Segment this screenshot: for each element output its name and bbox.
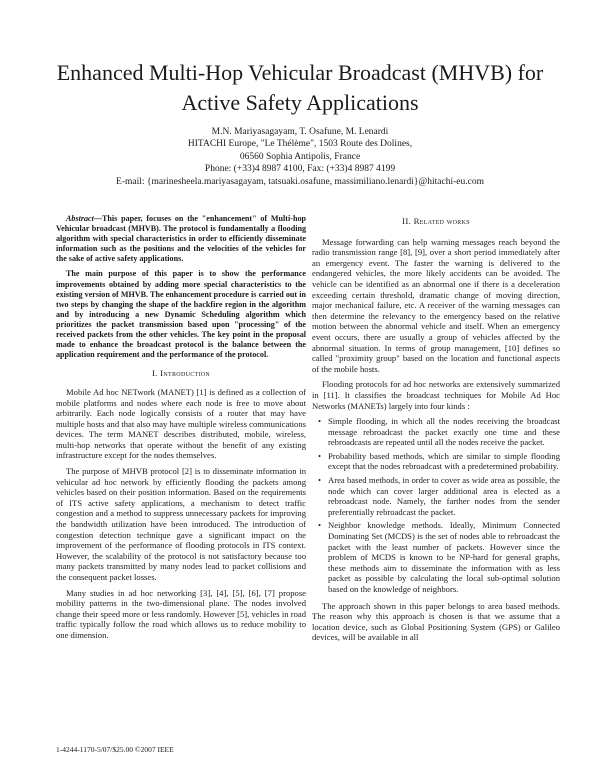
left-column: [56, 214, 306, 646]
section-heading-introduction: I. Introduction: [151, 368, 211, 379]
phone-fax: Phone: (+33)4 8987 4100, Fax: (+33)4 8987 4199: [204, 164, 396, 175]
bullet-icon: •: [318, 416, 322, 427]
bullet-icon: •: [318, 450, 322, 461]
abstract-label: Abstract: [66, 214, 94, 223]
list-item: [318, 450, 560, 472]
related-paragraph-1: Message forwarding can help warning messages reach beyond the radio transmission range [8], [9], over a short period immediately after an emergency event. The faster the warning is delivered to the endangered vehicles, the more likely accidents can be avoided. The vehicle can be identified as an abnormal one if there is a deceleration exceeding certain threshold, dramatic change of moving direction, major mechanical failure, etc. A receiver of the warning messages can then determine the relevancy to the emergency based on the relative motion between the abnormal vehicle and itself. When an emergency event occurs, there are usually a group of vehicles affected by the abnormal situation. In terms of group management, [10] defines so called "proximity group" based on the location and functional aspects of the mobile hosts.: [312, 236, 560, 374]
right-column: [312, 216, 560, 648]
abstract: [56, 214, 306, 360]
abstract-text-1: —This paper, focuses on the "enhancement" of Multi-hop Vehicular broadcast (MHVB). The protocol is fundamentally a flooding algorithm with special characteristics in order to efficiently disseminate information such as the positions and the velocities of the vehicles for the sake of active safety applications.: [56, 214, 306, 264]
abstract-paragraph-1: [56, 214, 306, 264]
list-item-text: Simple flooding, in which all the nodes receiving the broadcast message rebroadcast the packet exactly one time and these rebroadcasts are repeated until all the nodes receive the packet.: [328, 416, 560, 448]
email-line: E-mail: {marinesheela.mariyasagayam, tatsuaki.osafune, massimiliano.lenardi}@hitachi-eu.com: [116, 176, 484, 187]
author-block: [60, 126, 540, 188]
affiliation-line-1: HITACHI Europe, "Le Thélème", 1503 Route des Dolines,: [187, 139, 413, 150]
list-item-text: Probability based methods, which are similar to simple flooding except that the nodes rebroadcast with a predetermined probability.: [328, 450, 560, 472]
list-item: [318, 475, 560, 517]
abstract-paragraph-2: The main purpose of this paper is to show the performance improvements obtained by adding more special characteristics to the existing version of MHVB. The enhancement procedure is carried out in two steps by changing the shape of the backfire region in the algorithm and by introducing a new Dynamic Scheduling algorithm which prioritizes the packet transmission based upon "processing" of the received packets from the other vehicles. The key point in the proposal made to enhance the broadcast protocol is the balance between the application requirement and the performance of the protocol.: [56, 269, 306, 360]
list-item-text: Area based methods, in order to cover as wide area as possible, the node which can cover larger additional area is elected as a rebroadcast node. Namely, the farther nodes from the sender preferentially rebroadcast the packet.: [328, 475, 560, 517]
author-names: M.N. Mariyasagayam, T. Osafune, M. Lenardi: [211, 127, 389, 137]
intro-paragraph-2: The purpose of MHVB protocol [2] is to disseminate information in vehicular ad hoc network by efficiently flooding the packets among vehicles based on their position information. Based on the requirements of ITS active safety applications, a mechanism to detect traffic congestion and a method to suppress unnecessary packets for improving the bandwidth utilization have been introduced. The introduction of congestion detection technique gave a significant impact on the improvement of the performance of flooding protocols in ITS context. However, the scalability of the protocol is not satisfactory because too many packets transmitted by many nodes lead to packet collisions and the consequent packet losses.: [56, 466, 306, 582]
broadcast-technique-list: [312, 416, 560, 595]
list-item: [318, 416, 560, 448]
bullet-icon: •: [318, 475, 322, 486]
list-item: [318, 520, 560, 594]
bullet-icon: •: [318, 520, 322, 531]
affiliation-line-2: 06560 Sophia Antipolis, France: [239, 151, 361, 162]
intro-paragraph-3: Many studies in ad hoc networking [3], [4], [5], [6], [7] propose mobility patterns in the two-dimensional plane. The nodes involved change their speed more or less randomly. However [5], vehicles in road traffic typically follow the road which allows us to reduce mobility to one dimension.: [56, 587, 306, 640]
related-paragraph-2: Flooding protocols for ad hoc networks are extensively summarized in [11]. It classifies the broadcast techniques for Mobile Ad Hoc Networks (MANETs) largely into four kinds :: [312, 379, 560, 411]
copyright-footer: 1-4244-1170-5/07/$25.00 ©2007 IEEE: [56, 745, 174, 754]
intro-paragraph-1: Mobile Ad hoc NETwork (MANET) [1] is defined as a collection of mobile platforms and nodes where each node is free to move about arbitrarily. Each node logically consists of a router that may have multiple hosts and that also may have multiple wireless communications devices. The term MANET describes distributed, mobile, wireless, multi-hop networks that operate without the benefit of any existing infrastructure except for the nodes themselves.: [56, 386, 306, 461]
related-paragraph-3: The approach shown in this paper belongs to area based methods. The reason why this approach is chosen is that we assume that a location device, such as Global Positioning System (GPS) or Galileo devices, will be available in all: [312, 600, 560, 643]
section-heading-related-works: II. Related works: [402, 216, 470, 226]
paper-title: Enhanced Multi-Hop Vehicular Broadcast (MHVB) for Active Safety Applications: [56, 60, 544, 115]
list-item-text: Neighbor knowledge methods. Ideally, Minimum Connected Dominating Set (MCDS) is the set of nodes able to rebroadcast the packet with the least number of packets. However since the problem of MCDS is known to be NP-hard for general graphs, these methods aim to disseminate the information with as less packet as possible by calculating the local sub-optimal solution based on the knowledge of neighbors.: [328, 520, 560, 594]
